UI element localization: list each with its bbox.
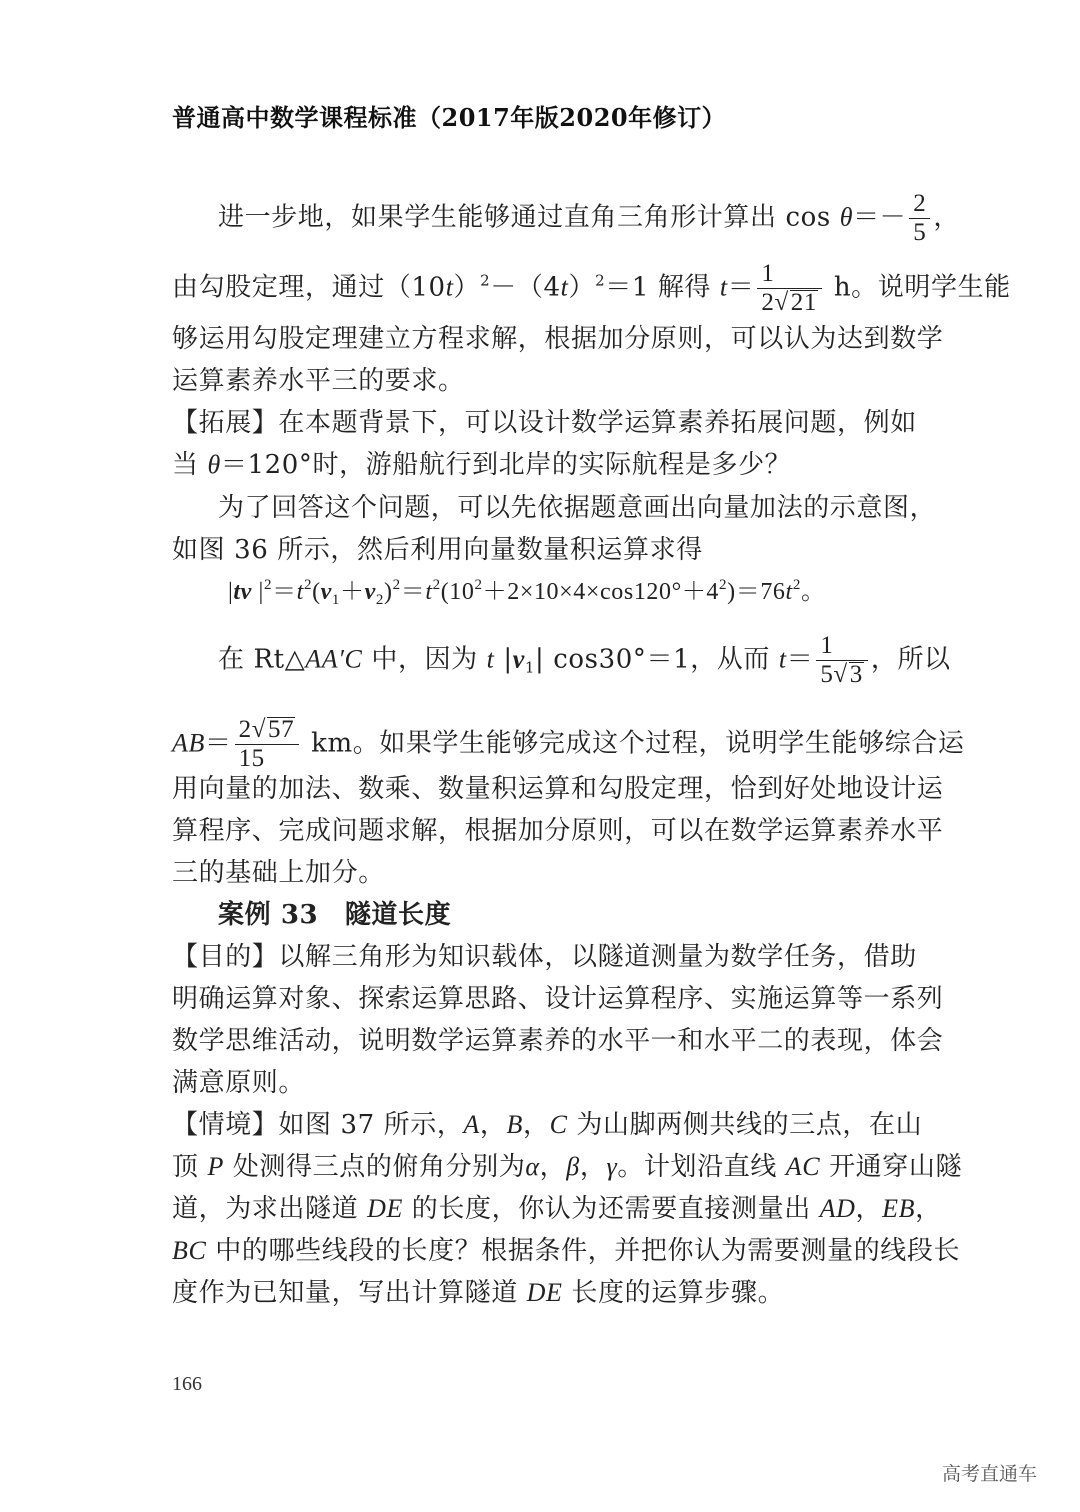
paragraph-line — [172, 260, 1011, 317]
text: ） — [568, 272, 596, 303]
math-var: AA′C — [305, 644, 363, 674]
text: ＝ — [786, 644, 814, 675]
text: h。说明学生能 — [824, 272, 1011, 303]
text: 顶 — [172, 1152, 208, 1182]
text: 处测得三点的俯角分别为 — [223, 1152, 526, 1182]
subscript: 2 — [375, 592, 385, 608]
paragraph-line: 【拓展】在本题背景下，可以设计数学运算素养拓展问题，例如 — [172, 408, 917, 438]
superscript: 2 — [792, 577, 801, 593]
math-var: θ — [207, 450, 221, 479]
math-var: AC — [785, 1152, 821, 1181]
text: 开通穿山隧 — [820, 1152, 963, 1182]
vector: v — [364, 579, 376, 605]
fraction-denominator: 5√3 — [820, 661, 863, 688]
math-var: t — [486, 644, 495, 674]
text: km。如果学生能够完成这个过程，说明学生能够综合运 — [302, 728, 965, 759]
paragraph-line — [172, 1234, 961, 1268]
text: 道，为求出隧道 — [172, 1194, 368, 1224]
text: 度作为已知量，写出计算隧道 — [172, 1278, 527, 1308]
paragraph-line: 满意原则。 — [172, 1068, 306, 1098]
superscript: 2 — [719, 577, 728, 593]
running-header: 普通高中数学课程标准（2017年版2020年修订） — [172, 103, 727, 132]
paragraph-line: 如图 36 所示，然后利用向量数量积运算求得 — [172, 535, 703, 565]
text: ， — [933, 202, 960, 233]
page-number: 166 — [172, 1373, 202, 1395]
paragraph-line — [172, 716, 965, 773]
text: ( — [312, 579, 321, 605]
math-var: BC — [172, 1236, 207, 1265]
paragraph-line — [172, 1192, 942, 1226]
radicand: 57 — [268, 716, 295, 743]
paragraph-line: 明确运算对象、探索运算思路、设计运算程序、实施运算等一系列 — [172, 984, 944, 1014]
text: | — [251, 579, 264, 605]
fraction-numerator: 2√57 — [235, 716, 300, 745]
vector: tv — [233, 579, 252, 605]
text: 由勾股定理，通过（10 — [172, 272, 446, 303]
math-var: B — [506, 1110, 523, 1139]
paragraph-line — [172, 1276, 890, 1310]
text: ， — [579, 1152, 607, 1182]
superscript: 2 — [480, 271, 491, 290]
math-var: t — [785, 579, 793, 605]
text: ＝120°时，游船航行到北岸的实际航程是多少？ — [220, 450, 792, 480]
math-var: t — [560, 272, 569, 302]
math-var: γ — [606, 1152, 618, 1181]
vector: v — [512, 644, 525, 674]
text: ＝－ — [853, 202, 907, 233]
superscript: 2 — [392, 577, 401, 593]
text: －（4 — [490, 272, 561, 303]
superscript: 2 — [474, 577, 483, 593]
fraction-numerator: 1 — [816, 632, 868, 661]
math-var: θ — [839, 202, 854, 232]
math-var: AB — [172, 728, 205, 758]
paragraph-line: 够运用勾股定理建立方程求解，根据加分原则，可以认为达到数学 — [172, 324, 944, 354]
paragraph-line: 【目的】以解三角形为知识载体，以隧道测量为数学任务，借助 — [172, 942, 917, 972]
text: ， — [855, 1194, 883, 1224]
math-var: C — [549, 1110, 568, 1139]
section-heading: 案例 33 隧道长度 — [218, 900, 452, 930]
text: ＝ — [727, 272, 755, 303]
paragraph-line — [172, 1150, 963, 1184]
text: ＋ — [340, 579, 365, 605]
text: ＝ — [204, 728, 232, 759]
text: ， — [523, 1110, 550, 1140]
subscript: 1 — [331, 592, 341, 608]
paragraph-line — [218, 632, 951, 689]
paragraph-line: 算程序、完成问题求解，根据加分原则，可以在数学运算素养水平 — [172, 816, 944, 846]
superscript: 2 — [595, 271, 606, 290]
text: 中，因为 — [362, 644, 487, 675]
text: 长度的运算步骤。 — [562, 1278, 785, 1308]
text: 的长度，你认为还需要直接测量出 — [402, 1194, 820, 1224]
text: ， — [479, 1110, 507, 1140]
fraction-denominator: 15 — [238, 745, 265, 772]
text: ） — [453, 272, 481, 303]
text: 中的哪些线段的长度？根据条件，并把你认为需要测量的线段长 — [206, 1236, 961, 1266]
superscript: 2 — [432, 577, 441, 593]
text: 。计划沿直线 — [617, 1152, 786, 1182]
text: ， — [539, 1152, 567, 1182]
text: ，所以 — [870, 644, 951, 675]
math-var: A — [463, 1110, 480, 1139]
vector: v — [320, 579, 332, 605]
math-var: EB — [882, 1194, 916, 1223]
text: 2 — [238, 716, 252, 743]
math-var: t — [425, 579, 433, 605]
fraction-numerator: 2 — [909, 190, 930, 219]
text: 5 — [820, 661, 834, 688]
text: 为山脚两侧共线的三点，在山 — [567, 1110, 923, 1140]
radicand: 3 — [849, 661, 863, 688]
math-var: t — [778, 644, 787, 674]
text: | cos30°＝1，从而 — [535, 644, 779, 675]
fraction — [757, 260, 822, 317]
fraction-denominator: 5 — [913, 219, 927, 246]
paragraph-line: 三的基础上加分。 — [172, 858, 385, 888]
fraction-numerator: 1 — [757, 260, 822, 289]
math-var: t — [719, 272, 728, 302]
text: ＝ — [400, 579, 426, 605]
paragraph-line — [172, 448, 890, 482]
paragraph-line: 运算素养水平三的要求。 — [172, 366, 465, 396]
fraction — [816, 632, 868, 689]
subscript: 1 — [524, 658, 535, 677]
text: )＝76 — [727, 579, 786, 605]
text: 进一步地，如果学生能够通过直角三角形计算出 cos — [218, 202, 840, 233]
superscript: 2 — [303, 577, 313, 593]
math-var: AD — [819, 1194, 856, 1223]
watermark-text: 高考直通车 — [942, 1463, 1038, 1485]
paragraph-line: 用向量的加法、数乘、数量积运算和勾股定理，恰到好处地设计运 — [172, 774, 944, 804]
text: 当 — [172, 450, 208, 480]
fraction — [235, 716, 300, 773]
math-var: α — [525, 1152, 540, 1181]
text: | — [228, 579, 234, 605]
text: ) — [384, 579, 393, 605]
text: ＋2×10×4×cos120°＋4 — [482, 579, 720, 605]
text: ， — [915, 1194, 942, 1224]
math-var: P — [207, 1152, 224, 1181]
math-var: t — [296, 579, 304, 605]
paragraph-line — [172, 1108, 923, 1142]
text: 【情境】如图 37 所示， — [172, 1110, 464, 1140]
math-var: DE — [367, 1194, 403, 1223]
superscript: 2 — [263, 577, 273, 593]
fraction-denominator: 2√21 — [761, 289, 817, 316]
math-var: t — [445, 272, 454, 302]
text: 在 Rt△ — [218, 644, 306, 675]
fraction — [909, 190, 930, 247]
text: (10 — [440, 579, 475, 605]
text: 。 — [800, 579, 826, 605]
paragraph-line: 数学思维活动，说明数学运算素养的水平一和水平二的表现，体会 — [172, 1026, 944, 1056]
text: ＝1 解得 — [605, 272, 720, 303]
math-var: β — [566, 1152, 580, 1181]
math-var: DE — [526, 1278, 563, 1307]
paragraph-line: 为了回答这个问题，可以先依据题意画出向量加法的示意图， — [218, 493, 937, 523]
text: ＝ — [272, 579, 297, 605]
text: | — [494, 644, 513, 675]
paragraph-line — [218, 190, 960, 247]
formula-line — [228, 575, 946, 609]
radicand: 21 — [790, 289, 817, 316]
text: 2 — [761, 289, 775, 316]
